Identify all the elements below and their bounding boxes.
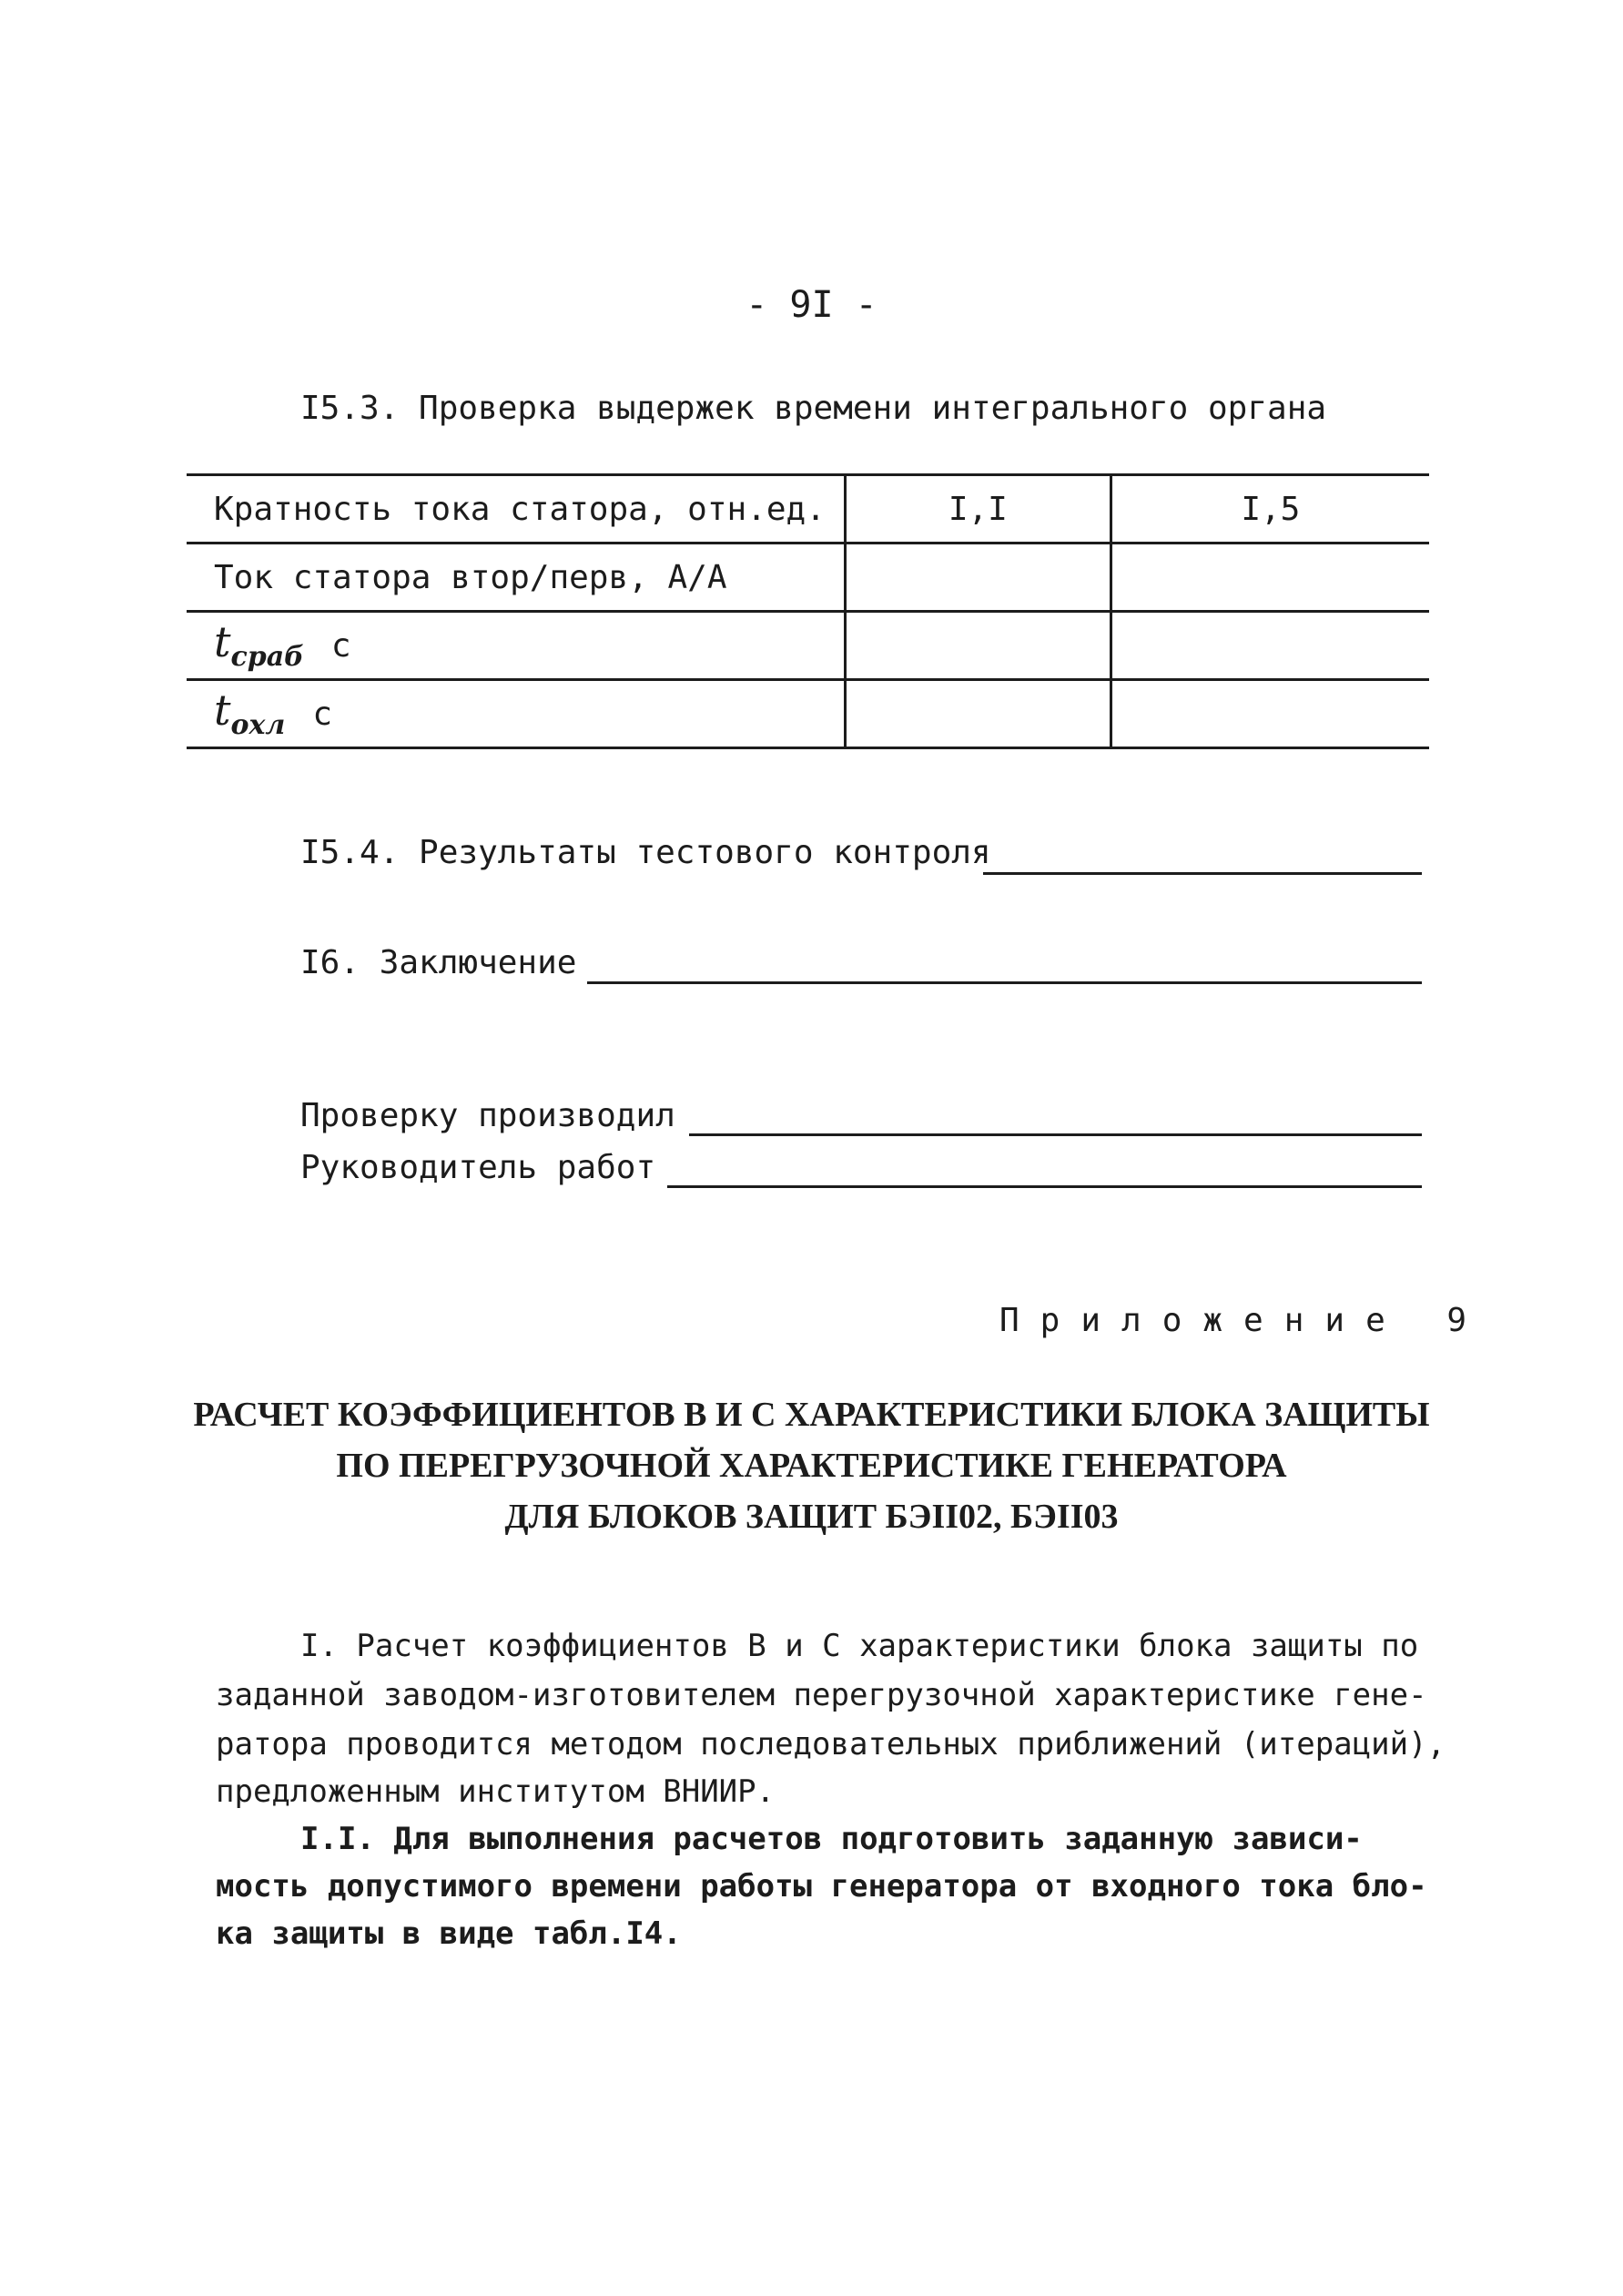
row-label [187,680,846,748]
checked-by-label: Проверку производил [300,1097,675,1134]
table-cell [1111,680,1429,748]
row-label: Кратность тока статора, отн.ед. [187,475,846,544]
table-row [187,612,1429,680]
section-15-4-label: I5.4. Результаты тестового контроля [300,834,991,871]
unit-label: с [312,696,333,734]
table-cell: I,I [846,475,1111,544]
paragraph-line: предложенным институтом ВНИИР. [216,1773,776,1810]
supervisor-signature-line [667,1185,1422,1188]
paragraph-line: I. Расчет коэффициентов В и С характеристики блока защиты по [300,1628,1419,1664]
row-label [187,612,846,680]
appendix-title-line: ДЛЯ БЛОКОВ ЗАЩИТ БЭII02, БЭII03 [504,1498,1119,1536]
paragraph-line: ка защиты в виде табл.I4. [216,1915,682,1952]
table-cell: I,5 [1111,475,1429,544]
conclusion-blank-line [587,981,1422,984]
section-15-3-heading: I5.3. Проверка выдержек времени интегрального органа [300,390,1327,427]
time-symbol: $t_{охл}$ [214,686,286,742]
test-results-blank-line [983,872,1422,875]
symbol-subscript: охл [230,709,286,742]
paragraph-line: ратора проводится методом последовательных приближений (итераций), [216,1726,1446,1763]
row-label: Ток статора втор/перв, А/А [187,544,846,612]
integral-organ-timing-table [187,473,1429,749]
symbol-subscript: сраб [230,641,304,674]
appendix-label: Приложение 9 [999,1302,1488,1339]
page-number: - 9I - [746,284,877,326]
table-cell [846,544,1111,612]
table-row [187,544,1429,612]
table-row [187,475,1429,544]
appendix-title-line: ПО ПЕРЕГРУЗОЧНОЙ ХАРАКТЕРИСТИКЕ ГЕНЕРАТОРА [336,1447,1287,1485]
table-cell [846,680,1111,748]
table-cell [1111,612,1429,680]
paragraph-line: заданной заводом-изготовителем перегрузочной характеристике гене- [216,1677,1427,1713]
table-row [187,680,1429,748]
table-cell [846,612,1111,680]
section-16-label: I6. Заключение [300,944,577,981]
paragraph-line: I.I. Для выполнения расчетов подготовить заданную зависи- [300,1821,1363,1857]
appendix-title-line: РАСЧЕТ КОЭФФИЦИЕНТОВ В И С ХАРАКТЕРИСТИКИ БЛОКА ЗАЩИТЫ [193,1396,1430,1434]
time-symbol: $t_{сраб}$ [214,617,304,674]
paragraph-line: мость допустимого времени работы генератора от входного тока бло- [216,1868,1427,1905]
table-cell [1111,544,1429,612]
supervisor-label: Руководитель работ [300,1149,656,1186]
checked-by-signature-line [689,1133,1422,1136]
unit-label: с [330,627,351,665]
